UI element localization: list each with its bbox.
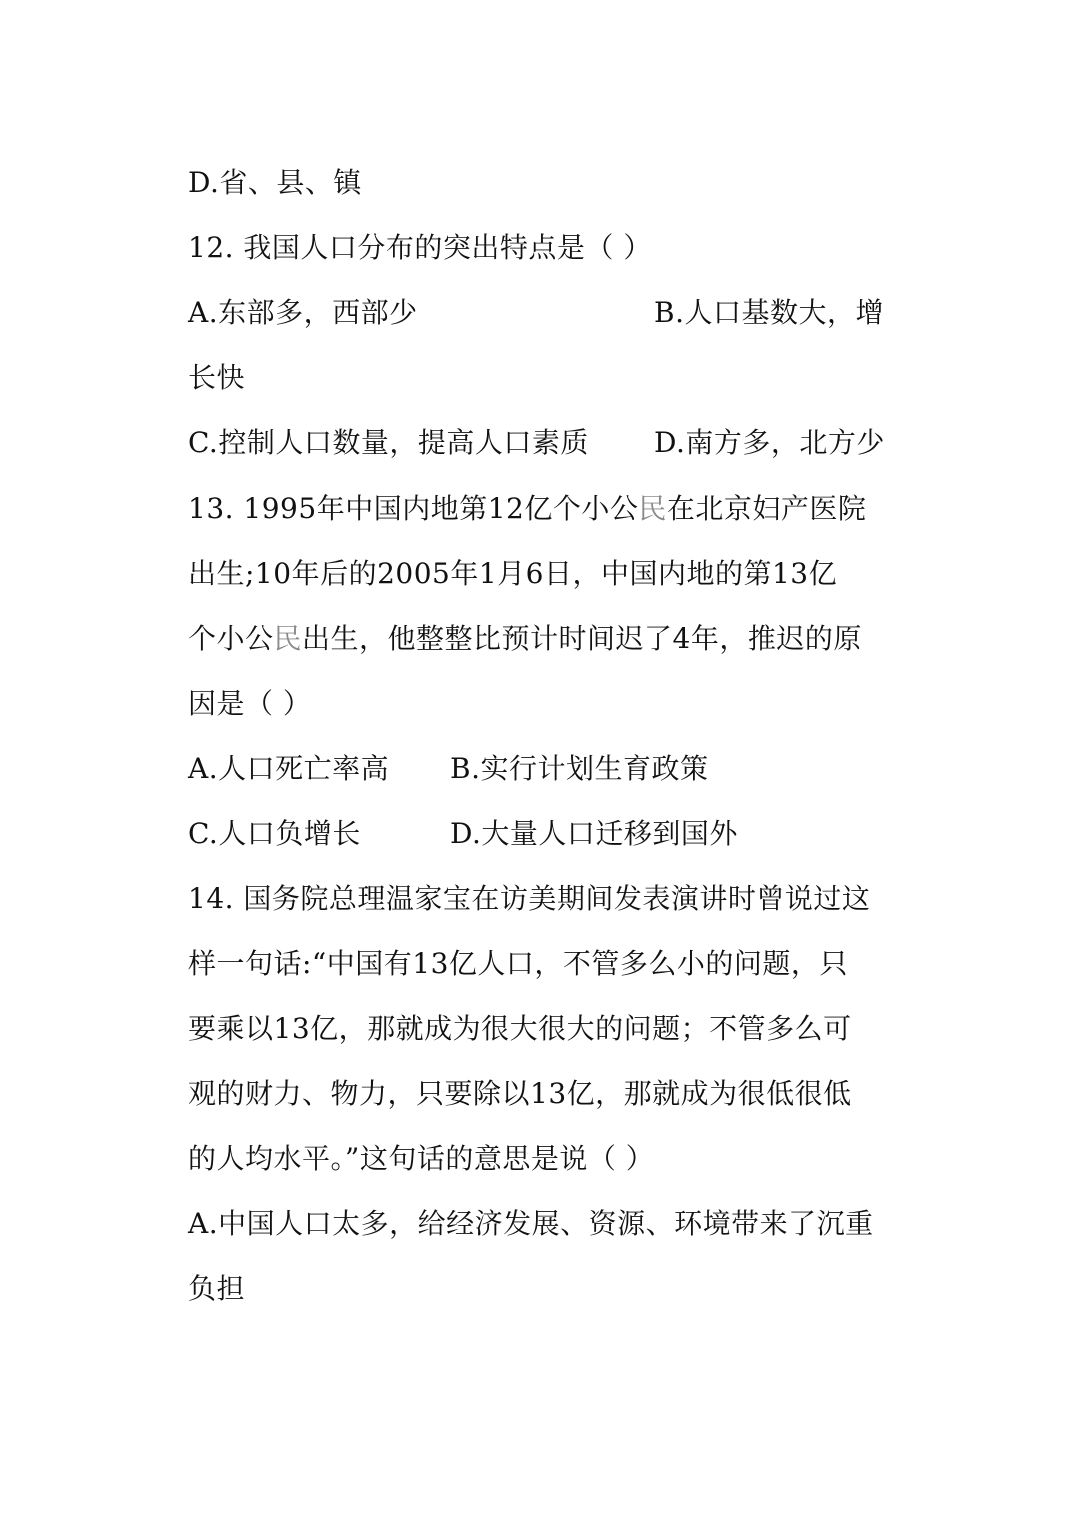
q14-option-a-text: A.中国人口太多，给经济发展、资源、环境带来了沉重 <box>188 1207 874 1240</box>
q13-options-cd <box>188 814 898 854</box>
q13-line-3-b: 出生，他整整比预计时间迟了4年，推迟的原 <box>302 622 862 655</box>
q12-option-b-cont-text: 长快 <box>188 361 246 394</box>
q13-line-1-a: 13. 1995年中国内地第12亿个小公 <box>188 492 639 525</box>
q13-line-2-text: 出生;10年后的2005年1月6日，中国内地的第13亿 <box>188 557 838 590</box>
q14-line-1-text: 14. 国务院总理温家宝在访美期间发表演讲时曾说过这 <box>188 882 871 915</box>
q13-line-4-text: 因是（ ） <box>188 687 312 720</box>
q14-option-a-line-2 <box>188 1269 898 1309</box>
q14-line-5-text: 的人均水平。”这句话的意思是说（ ） <box>188 1142 655 1175</box>
q12-options-cd <box>188 423 898 463</box>
q11-option-d <box>188 163 898 203</box>
q13-line-3-a: 个小公 <box>188 622 274 655</box>
q14-option-a-cont-text: 负担 <box>188 1272 246 1305</box>
q13-option-c: C.人口负增长 <box>188 817 361 850</box>
q13-line-1 <box>188 489 898 529</box>
q14-line-2 <box>188 944 898 984</box>
q14-line-3-text: 要乘以13亿，那就成为很大很大的问题；不管多么可 <box>188 1012 852 1045</box>
q12-option-b: B.人口基数大，增 <box>654 296 884 329</box>
q13-line-4 <box>188 684 898 724</box>
q12-stem-text: 12. 我国人口分布的突出特点是（ ） <box>188 231 652 264</box>
q12-option-b-cont <box>188 358 898 398</box>
q13-options-ab <box>188 749 898 789</box>
q13-line-3 <box>188 619 898 659</box>
q14-line-4-text: 观的财力、物力，只要除以13亿，那就成为很低很低 <box>188 1077 852 1110</box>
q13-line-1-b: 在北京妇产医院 <box>666 492 867 525</box>
q14-line-4 <box>188 1074 898 1114</box>
q13-option-b: B.实行计划生育政策 <box>450 752 709 785</box>
q14-line-1 <box>188 879 898 919</box>
q13-line-2 <box>188 554 898 594</box>
q13-line-1-grey-char: 民 <box>638 492 667 525</box>
q12-option-d: D.南方多，北方少 <box>654 426 885 459</box>
q13-option-a: A.人口死亡率高 <box>188 752 390 785</box>
q11-option-d-text: D.省、县、镇 <box>188 166 362 199</box>
q14-line-5 <box>188 1139 898 1179</box>
q12-option-c: C.控制人口数量，提高人口素质 <box>188 426 589 459</box>
q12-option-a: A.东部多，西部少 <box>188 296 418 329</box>
q14-option-a-line-1 <box>188 1204 898 1244</box>
q12-stem <box>188 228 898 268</box>
q14-line-2-text: 样一句话:“中国有13亿人口，不管多么小的问题，只 <box>188 947 848 980</box>
q14-line-3 <box>188 1009 898 1049</box>
q13-option-d: D.大量人口迁移到国外 <box>450 817 738 850</box>
q12-options-ab <box>188 293 898 333</box>
q13-line-3-grey-char: 民 <box>273 622 303 655</box>
